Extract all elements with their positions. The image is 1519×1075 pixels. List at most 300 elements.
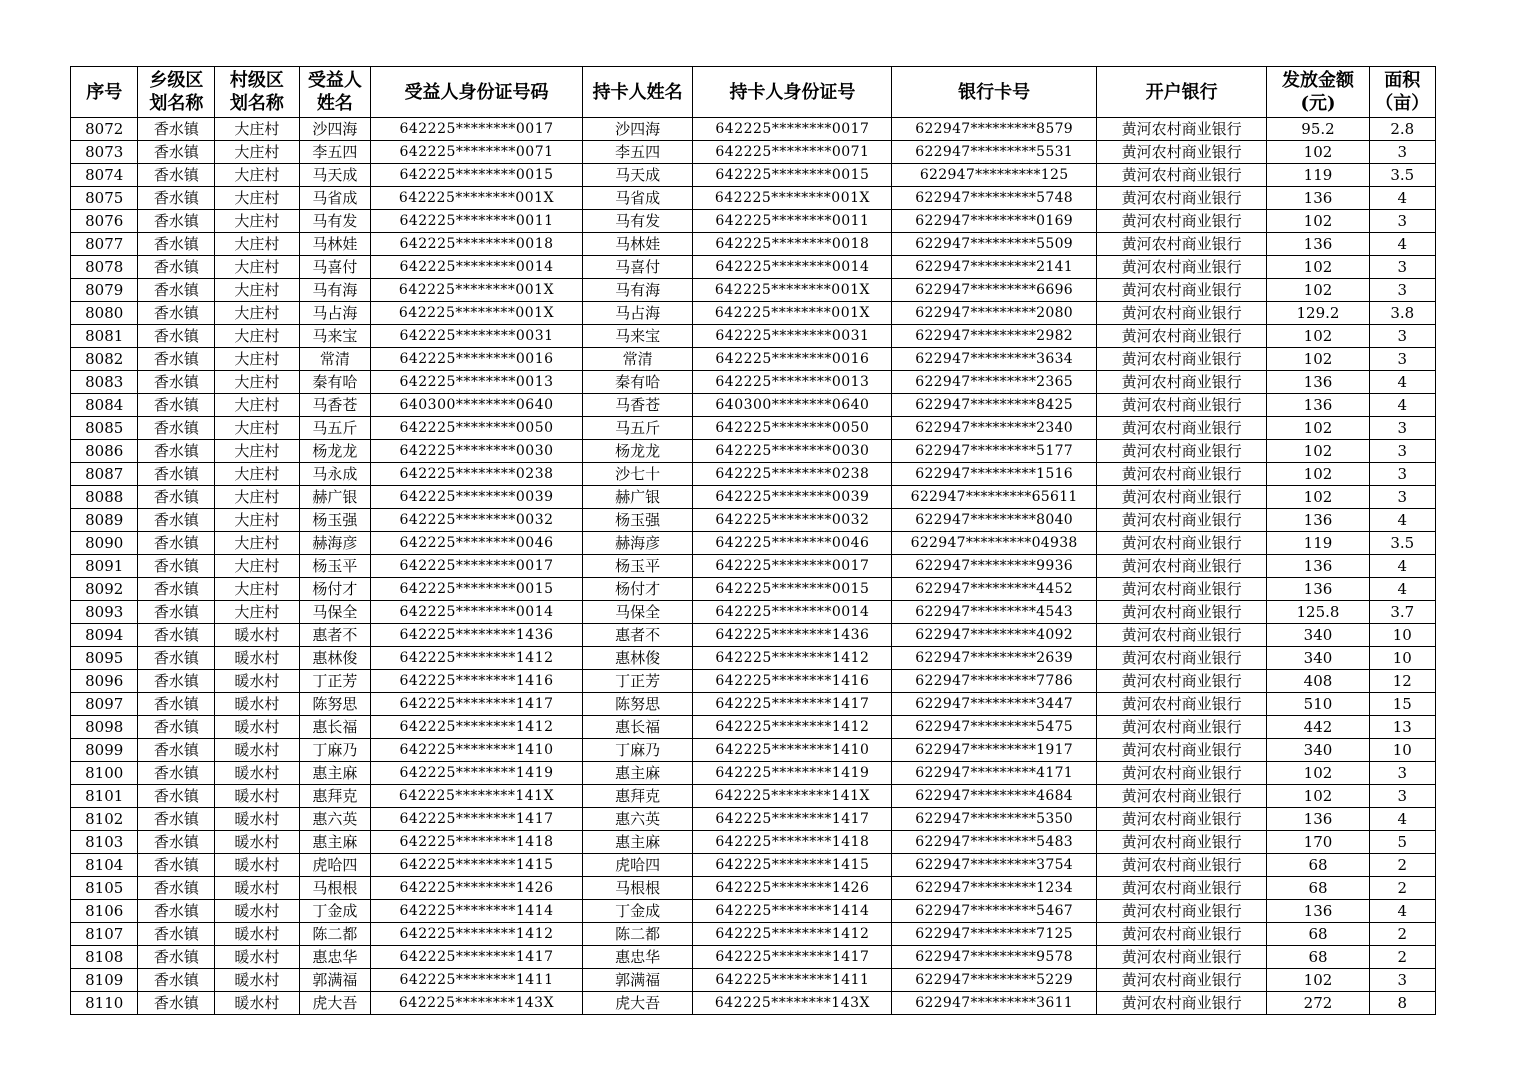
card-number-cell: 622947*********3754 xyxy=(892,854,1096,877)
village-cell: 大庄村 xyxy=(215,555,299,578)
table-row xyxy=(71,762,1436,785)
area-cell: 5 xyxy=(1369,831,1435,854)
amount-cell: 136 xyxy=(1267,509,1369,532)
table-row xyxy=(71,624,1436,647)
area-cell: 4 xyxy=(1369,371,1435,394)
area-cell: 3.8 xyxy=(1369,302,1435,325)
beneficiary-id-cell: 642225********1415 xyxy=(371,854,583,877)
card-number-cell: 622947*********5483 xyxy=(892,831,1096,854)
seq-cell: 8080 xyxy=(71,302,138,325)
cardholder-cell: 惠主麻 xyxy=(582,762,693,785)
beneficiary-id-cell: 642225********0050 xyxy=(371,417,583,440)
beneficiary-cell: 马省成 xyxy=(299,187,371,210)
beneficiary-id-cell: 642225********1417 xyxy=(371,808,583,831)
cardholder-id-cell: 642225********0017 xyxy=(693,555,892,578)
area-cell: 2 xyxy=(1369,946,1435,969)
cardholder-id-cell: 642225********001X xyxy=(693,279,892,302)
beneficiary-cell: 常清 xyxy=(299,348,371,371)
amount-cell: 102 xyxy=(1267,279,1369,302)
village-cell: 暖水村 xyxy=(215,877,299,900)
beneficiary-id-cell: 642225********001X xyxy=(371,302,583,325)
cardholder-id-cell: 642225********0014 xyxy=(693,601,892,624)
amount-cell: 136 xyxy=(1267,555,1369,578)
cardholder-id-cell: 642225********0015 xyxy=(693,164,892,187)
town-cell: 香水镇 xyxy=(138,256,215,279)
seq-cell: 8075 xyxy=(71,187,138,210)
village-cell: 大庄村 xyxy=(215,302,299,325)
beneficiary-id-cell: 642225********1411 xyxy=(371,969,583,992)
card-number-cell: 622947*********6696 xyxy=(892,279,1096,302)
village-cell: 暖水村 xyxy=(215,693,299,716)
town-cell: 香水镇 xyxy=(138,624,215,647)
seq-cell: 8110 xyxy=(71,992,138,1015)
seq-cell: 8096 xyxy=(71,670,138,693)
header-town: 乡级区 划名称 xyxy=(138,67,215,118)
area-cell: 3 xyxy=(1369,969,1435,992)
cardholder-cell: 常清 xyxy=(582,348,693,371)
beneficiary-cell: 丁正芳 xyxy=(299,670,371,693)
amount-cell: 102 xyxy=(1267,969,1369,992)
town-cell: 香水镇 xyxy=(138,187,215,210)
seq-cell: 8091 xyxy=(71,555,138,578)
subsidy-table xyxy=(70,66,1436,1015)
village-cell: 暖水村 xyxy=(215,900,299,923)
town-cell: 香水镇 xyxy=(138,854,215,877)
amount-cell: 102 xyxy=(1267,210,1369,233)
cardholder-cell: 马保全 xyxy=(582,601,693,624)
town-cell: 香水镇 xyxy=(138,486,215,509)
amount-cell: 136 xyxy=(1267,578,1369,601)
beneficiary-cell: 秦有哈 xyxy=(299,371,371,394)
amount-cell: 136 xyxy=(1267,394,1369,417)
card-number-cell: 622947*********4684 xyxy=(892,785,1096,808)
cardholder-id-cell: 640300********0640 xyxy=(693,394,892,417)
seq-cell: 8079 xyxy=(71,279,138,302)
card-number-cell: 622947*********04938 xyxy=(892,532,1096,555)
cardholder-cell: 李五四 xyxy=(582,141,693,164)
cardholder-cell: 杨玉强 xyxy=(582,509,693,532)
beneficiary-id-cell: 642225********1416 xyxy=(371,670,583,693)
beneficiary-id-cell: 642225********1412 xyxy=(371,716,583,739)
cardholder-id-cell: 642225********0014 xyxy=(693,256,892,279)
card-number-cell: 622947*********4543 xyxy=(892,601,1096,624)
area-cell: 2 xyxy=(1369,877,1435,900)
beneficiary-id-cell: 642225********0011 xyxy=(371,210,583,233)
village-cell: 大庄村 xyxy=(215,141,299,164)
area-cell: 3 xyxy=(1369,141,1435,164)
bank-cell: 黄河农村商业银行 xyxy=(1096,716,1267,739)
area-cell: 4 xyxy=(1369,555,1435,578)
beneficiary-cell: 惠林俊 xyxy=(299,647,371,670)
village-cell: 大庄村 xyxy=(215,164,299,187)
village-cell: 暖水村 xyxy=(215,624,299,647)
village-cell: 大庄村 xyxy=(215,417,299,440)
beneficiary-id-cell: 642225********0071 xyxy=(371,141,583,164)
header-beneficiary: 受益人 姓名 xyxy=(299,67,371,118)
beneficiary-id-cell: 642225********0018 xyxy=(371,233,583,256)
card-number-cell: 622947*********1917 xyxy=(892,739,1096,762)
beneficiary-id-cell: 642225********0017 xyxy=(371,118,583,141)
card-number-cell: 622947*********9578 xyxy=(892,946,1096,969)
bank-cell: 黄河农村商业银行 xyxy=(1096,509,1267,532)
area-cell: 3 xyxy=(1369,348,1435,371)
cardholder-cell: 虎哈四 xyxy=(582,854,693,877)
area-cell: 3 xyxy=(1369,256,1435,279)
table-row xyxy=(71,463,1436,486)
amount-cell: 102 xyxy=(1267,762,1369,785)
beneficiary-id-cell: 642225********1410 xyxy=(371,739,583,762)
header-row xyxy=(71,67,1436,118)
amount-cell: 340 xyxy=(1267,647,1369,670)
table-row xyxy=(71,854,1436,877)
town-cell: 香水镇 xyxy=(138,555,215,578)
beneficiary-cell: 郭满福 xyxy=(299,969,371,992)
header-amount: 发放金额 (元) xyxy=(1267,67,1369,118)
village-cell: 暖水村 xyxy=(215,716,299,739)
village-cell: 大庄村 xyxy=(215,348,299,371)
beneficiary-id-cell: 642225********0014 xyxy=(371,256,583,279)
cardholder-cell: 马有发 xyxy=(582,210,693,233)
village-cell: 大庄村 xyxy=(215,371,299,394)
town-cell: 香水镇 xyxy=(138,762,215,785)
table-row xyxy=(71,417,1436,440)
amount-cell: 102 xyxy=(1267,417,1369,440)
amount-cell: 102 xyxy=(1267,141,1369,164)
cardholder-id-cell: 642225********0018 xyxy=(693,233,892,256)
card-number-cell: 622947*********5748 xyxy=(892,187,1096,210)
card-number-cell: 622947*********5350 xyxy=(892,808,1096,831)
cardholder-cell: 杨龙龙 xyxy=(582,440,693,463)
town-cell: 香水镇 xyxy=(138,233,215,256)
cardholder-id-cell: 642225********1415 xyxy=(693,854,892,877)
seq-cell: 8082 xyxy=(71,348,138,371)
table-row xyxy=(71,601,1436,624)
area-cell: 3.7 xyxy=(1369,601,1435,624)
beneficiary-id-cell: 642225********1426 xyxy=(371,877,583,900)
bank-cell: 黄河农村商业银行 xyxy=(1096,923,1267,946)
table-row xyxy=(71,256,1436,279)
cardholder-cell: 赫广银 xyxy=(582,486,693,509)
table-row xyxy=(71,808,1436,831)
cardholder-cell: 赫海彦 xyxy=(582,532,693,555)
amount-cell: 340 xyxy=(1267,624,1369,647)
cardholder-id-cell: 642225********1412 xyxy=(693,647,892,670)
beneficiary-cell: 李五四 xyxy=(299,141,371,164)
town-cell: 香水镇 xyxy=(138,739,215,762)
table-body xyxy=(71,118,1436,1015)
cardholder-cell: 秦有哈 xyxy=(582,371,693,394)
cardholder-id-cell: 642225********0046 xyxy=(693,532,892,555)
table-row xyxy=(71,348,1436,371)
cardholder-id-cell: 642225********1412 xyxy=(693,923,892,946)
cardholder-id-cell: 642225********0031 xyxy=(693,325,892,348)
table-row xyxy=(71,647,1436,670)
village-cell: 大庄村 xyxy=(215,532,299,555)
amount-cell: 408 xyxy=(1267,670,1369,693)
beneficiary-id-cell: 642225********1412 xyxy=(371,647,583,670)
cardholder-id-cell: 642225********0050 xyxy=(693,417,892,440)
bank-cell: 黄河农村商业银行 xyxy=(1096,463,1267,486)
bank-cell: 黄河农村商业银行 xyxy=(1096,164,1267,187)
table-row xyxy=(71,371,1436,394)
cardholder-id-cell: 642225********1410 xyxy=(693,739,892,762)
beneficiary-id-cell: 642225********0030 xyxy=(371,440,583,463)
seq-cell: 8103 xyxy=(71,831,138,854)
cardholder-cell: 沙七十 xyxy=(582,463,693,486)
bank-cell: 黄河农村商业银行 xyxy=(1096,624,1267,647)
card-number-cell: 622947*********5177 xyxy=(892,440,1096,463)
bank-cell: 黄河农村商业银行 xyxy=(1096,693,1267,716)
village-cell: 大庄村 xyxy=(215,440,299,463)
table-row xyxy=(71,279,1436,302)
seq-cell: 8102 xyxy=(71,808,138,831)
amount-cell: 102 xyxy=(1267,325,1369,348)
card-number-cell: 622947*********5475 xyxy=(892,716,1096,739)
area-cell: 2 xyxy=(1369,923,1435,946)
area-cell: 3 xyxy=(1369,440,1435,463)
card-number-cell: 622947*********4452 xyxy=(892,578,1096,601)
table-row xyxy=(71,233,1436,256)
table-row xyxy=(71,440,1436,463)
beneficiary-cell: 马有海 xyxy=(299,279,371,302)
beneficiary-id-cell: 642225********1417 xyxy=(371,946,583,969)
seq-cell: 8092 xyxy=(71,578,138,601)
amount-cell: 170 xyxy=(1267,831,1369,854)
beneficiary-cell: 虎哈四 xyxy=(299,854,371,877)
cardholder-cell: 马根根 xyxy=(582,877,693,900)
card-number-cell: 622947*********7125 xyxy=(892,923,1096,946)
card-number-cell: 622947*********3611 xyxy=(892,992,1096,1015)
header-village: 村级区 划名称 xyxy=(215,67,299,118)
beneficiary-cell: 马来宝 xyxy=(299,325,371,348)
bank-cell: 黄河农村商业银行 xyxy=(1096,233,1267,256)
bank-cell: 黄河农村商业银行 xyxy=(1096,900,1267,923)
header-cardholder-id: 持卡人身份证号 xyxy=(693,67,892,118)
amount-cell: 95.2 xyxy=(1267,118,1369,141)
village-cell: 大庄村 xyxy=(215,486,299,509)
card-number-cell: 622947*********1234 xyxy=(892,877,1096,900)
beneficiary-cell: 惠六英 xyxy=(299,808,371,831)
village-cell: 大庄村 xyxy=(215,509,299,532)
amount-cell: 68 xyxy=(1267,946,1369,969)
bank-cell: 黄河农村商业银行 xyxy=(1096,992,1267,1015)
seq-cell: 8097 xyxy=(71,693,138,716)
cardholder-id-cell: 642225********1416 xyxy=(693,670,892,693)
table-row xyxy=(71,325,1436,348)
village-cell: 暖水村 xyxy=(215,969,299,992)
village-cell: 大庄村 xyxy=(215,210,299,233)
beneficiary-cell: 丁金成 xyxy=(299,900,371,923)
cardholder-id-cell: 642225********1417 xyxy=(693,808,892,831)
amount-cell: 68 xyxy=(1267,923,1369,946)
table-row xyxy=(71,532,1436,555)
seq-cell: 8072 xyxy=(71,118,138,141)
beneficiary-id-cell: 642225********0014 xyxy=(371,601,583,624)
beneficiary-cell: 马保全 xyxy=(299,601,371,624)
seq-cell: 8084 xyxy=(71,394,138,417)
amount-cell: 272 xyxy=(1267,992,1369,1015)
village-cell: 暖水村 xyxy=(215,808,299,831)
seq-cell: 8107 xyxy=(71,923,138,946)
amount-cell: 102 xyxy=(1267,785,1369,808)
beneficiary-id-cell: 642225********0046 xyxy=(371,532,583,555)
card-number-cell: 622947*********5531 xyxy=(892,141,1096,164)
town-cell: 香水镇 xyxy=(138,946,215,969)
beneficiary-id-cell: 642225********1418 xyxy=(371,831,583,854)
bank-cell: 黄河农村商业银行 xyxy=(1096,808,1267,831)
cardholder-cell: 丁金成 xyxy=(582,900,693,923)
bank-cell: 黄河农村商业银行 xyxy=(1096,946,1267,969)
seq-cell: 8083 xyxy=(71,371,138,394)
beneficiary-cell: 马五斤 xyxy=(299,417,371,440)
table-row xyxy=(71,716,1436,739)
village-cell: 暖水村 xyxy=(215,647,299,670)
card-number-cell: 622947*********8579 xyxy=(892,118,1096,141)
bank-cell: 黄河农村商业银行 xyxy=(1096,831,1267,854)
beneficiary-cell: 马占海 xyxy=(299,302,371,325)
bank-cell: 黄河农村商业银行 xyxy=(1096,601,1267,624)
table-row xyxy=(71,118,1436,141)
town-cell: 香水镇 xyxy=(138,969,215,992)
card-number-cell: 622947*********5229 xyxy=(892,969,1096,992)
cardholder-id-cell: 642225********141X xyxy=(693,785,892,808)
seq-cell: 8073 xyxy=(71,141,138,164)
cardholder-id-cell: 642225********1436 xyxy=(693,624,892,647)
beneficiary-cell: 杨龙龙 xyxy=(299,440,371,463)
beneficiary-id-cell: 642225********0013 xyxy=(371,371,583,394)
village-cell: 大庄村 xyxy=(215,118,299,141)
area-cell: 3 xyxy=(1369,762,1435,785)
bank-cell: 黄河农村商业银行 xyxy=(1096,647,1267,670)
town-cell: 香水镇 xyxy=(138,164,215,187)
cardholder-cell: 杨付才 xyxy=(582,578,693,601)
town-cell: 香水镇 xyxy=(138,670,215,693)
card-number-cell: 622947*********2080 xyxy=(892,302,1096,325)
card-number-cell: 622947*********4171 xyxy=(892,762,1096,785)
beneficiary-id-cell: 642225********1414 xyxy=(371,900,583,923)
cardholder-id-cell: 642225********0071 xyxy=(693,141,892,164)
cardholder-id-cell: 642225********0015 xyxy=(693,578,892,601)
seq-cell: 8077 xyxy=(71,233,138,256)
cardholder-cell: 马天成 xyxy=(582,164,693,187)
beneficiary-cell: 惠拜克 xyxy=(299,785,371,808)
header-seq: 序号 xyxy=(71,67,138,118)
amount-cell: 102 xyxy=(1267,440,1369,463)
table-row xyxy=(71,394,1436,417)
seq-cell: 8081 xyxy=(71,325,138,348)
town-cell: 香水镇 xyxy=(138,923,215,946)
town-cell: 香水镇 xyxy=(138,532,215,555)
table-row xyxy=(71,693,1436,716)
town-cell: 香水镇 xyxy=(138,210,215,233)
card-number-cell: 622947*********2982 xyxy=(892,325,1096,348)
cardholder-cell: 沙四海 xyxy=(582,118,693,141)
bank-cell: 黄河农村商业银行 xyxy=(1096,118,1267,141)
area-cell: 3.5 xyxy=(1369,164,1435,187)
card-number-cell: 622947*********5509 xyxy=(892,233,1096,256)
table-row xyxy=(71,739,1436,762)
town-cell: 香水镇 xyxy=(138,578,215,601)
beneficiary-cell: 杨付才 xyxy=(299,578,371,601)
beneficiary-cell: 马有发 xyxy=(299,210,371,233)
cardholder-cell: 马林娃 xyxy=(582,233,693,256)
header-card-number: 银行卡号 xyxy=(892,67,1096,118)
amount-cell: 102 xyxy=(1267,348,1369,371)
cardholder-id-cell: 642225********0013 xyxy=(693,371,892,394)
header-bank: 开户银行 xyxy=(1096,67,1267,118)
bank-cell: 黄河农村商业银行 xyxy=(1096,394,1267,417)
beneficiary-cell: 惠忠华 xyxy=(299,946,371,969)
cardholder-cell: 惠主麻 xyxy=(582,831,693,854)
village-cell: 大庄村 xyxy=(215,256,299,279)
town-cell: 香水镇 xyxy=(138,325,215,348)
area-cell: 3 xyxy=(1369,486,1435,509)
area-cell: 4 xyxy=(1369,578,1435,601)
bank-cell: 黄河农村商业银行 xyxy=(1096,877,1267,900)
cardholder-cell: 惠者不 xyxy=(582,624,693,647)
table-row xyxy=(71,302,1436,325)
village-cell: 暖水村 xyxy=(215,762,299,785)
village-cell: 大庄村 xyxy=(215,187,299,210)
seq-cell: 8106 xyxy=(71,900,138,923)
bank-cell: 黄河农村商业银行 xyxy=(1096,256,1267,279)
seq-cell: 8104 xyxy=(71,854,138,877)
bank-cell: 黄河农村商业银行 xyxy=(1096,555,1267,578)
area-cell: 3 xyxy=(1369,279,1435,302)
town-cell: 香水镇 xyxy=(138,647,215,670)
card-number-cell: 622947*********2639 xyxy=(892,647,1096,670)
area-cell: 10 xyxy=(1369,647,1435,670)
area-cell: 4 xyxy=(1369,808,1435,831)
village-cell: 暖水村 xyxy=(215,946,299,969)
bank-cell: 黄河农村商业银行 xyxy=(1096,141,1267,164)
amount-cell: 68 xyxy=(1267,854,1369,877)
beneficiary-cell: 赫广银 xyxy=(299,486,371,509)
table-row xyxy=(71,141,1436,164)
bank-cell: 黄河农村商业银行 xyxy=(1096,578,1267,601)
seq-cell: 8101 xyxy=(71,785,138,808)
area-cell: 4 xyxy=(1369,233,1435,256)
bank-cell: 黄河农村商业银行 xyxy=(1096,417,1267,440)
town-cell: 香水镇 xyxy=(138,417,215,440)
village-cell: 大庄村 xyxy=(215,233,299,256)
beneficiary-id-cell: 642225********1412 xyxy=(371,923,583,946)
village-cell: 大庄村 xyxy=(215,601,299,624)
village-cell: 大庄村 xyxy=(215,463,299,486)
village-cell: 暖水村 xyxy=(215,831,299,854)
card-number-cell: 622947*********0169 xyxy=(892,210,1096,233)
table-row xyxy=(71,785,1436,808)
area-cell: 3 xyxy=(1369,417,1435,440)
cardholder-cell: 惠拜克 xyxy=(582,785,693,808)
seq-cell: 8088 xyxy=(71,486,138,509)
cardholder-cell: 惠六英 xyxy=(582,808,693,831)
table-row xyxy=(71,509,1436,532)
bank-cell: 黄河农村商业银行 xyxy=(1096,969,1267,992)
area-cell: 13 xyxy=(1369,716,1435,739)
bank-cell: 黄河农村商业银行 xyxy=(1096,187,1267,210)
cardholder-id-cell: 642225********1411 xyxy=(693,969,892,992)
cardholder-id-cell: 642225********0030 xyxy=(693,440,892,463)
card-number-cell: 622947*********8425 xyxy=(892,394,1096,417)
cardholder-cell: 马有海 xyxy=(582,279,693,302)
cardholder-cell: 马五斤 xyxy=(582,417,693,440)
town-cell: 香水镇 xyxy=(138,693,215,716)
seq-cell: 8078 xyxy=(71,256,138,279)
bank-cell: 黄河农村商业银行 xyxy=(1096,854,1267,877)
table-row xyxy=(71,900,1436,923)
beneficiary-cell: 马香苍 xyxy=(299,394,371,417)
